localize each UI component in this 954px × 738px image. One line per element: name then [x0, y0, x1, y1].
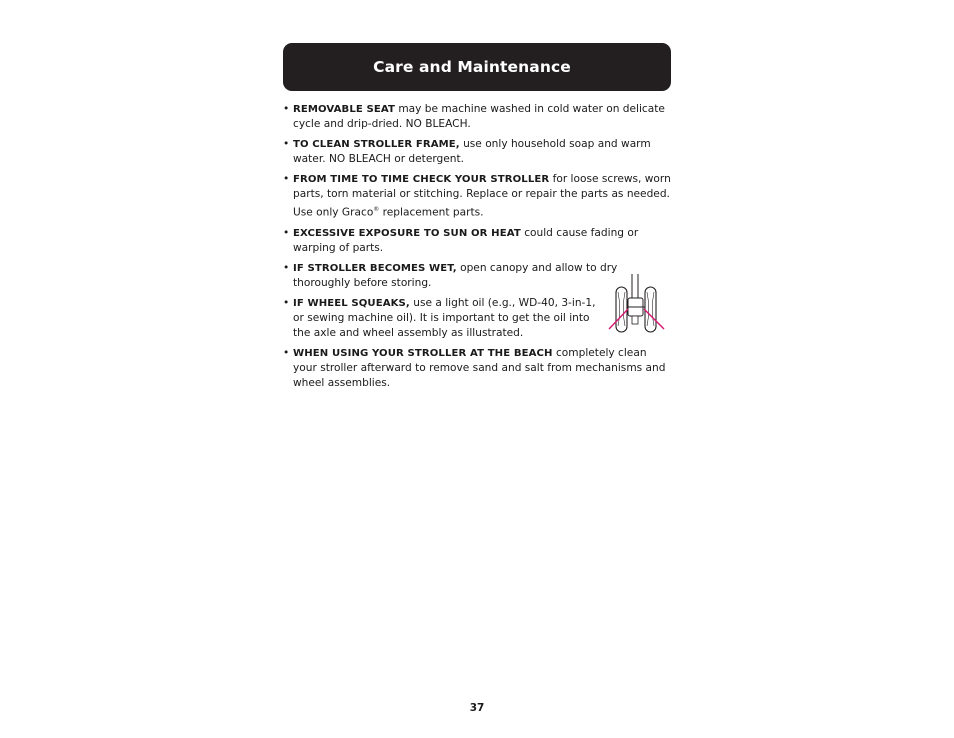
bullet-marker: • [283, 226, 290, 239]
bullet-marker: • [283, 346, 290, 359]
list-item [283, 226, 673, 256]
item-text: open canopy and allow to dry thoroughly before storing. [293, 261, 618, 289]
list-item [283, 346, 673, 391]
item-text: may be machine washed in cold water on delicate cycle and drip-dried. NO BLEACH. [293, 103, 665, 130]
item-lead: FROM TIME TO TIME CHECK YOUR STROLLER [293, 174, 550, 185]
item-lead: IF STROLLER BECOMES WET, [293, 262, 457, 274]
item-lead: WHEN USING YOUR STROLLER AT THE BEACH [293, 347, 553, 359]
item-lead: IF WHEEL SQUEAKS, [293, 297, 410, 309]
item-text: use a light oil (e.g., WD-40, 3-in-1, or sewing machine oil). It is important to get the oil into the axle and wheel assembly as illustrated. [293, 296, 596, 339]
bullet-marker: • [283, 296, 290, 309]
page-number: 37 [469, 702, 485, 714]
item-lead: REMOVABLE SEAT [293, 104, 395, 115]
registered-mark: ® [373, 206, 380, 213]
list-item [283, 137, 673, 167]
bullet-marker: • [283, 103, 290, 115]
page-title: Care and Maintenance [373, 58, 571, 76]
list-item [283, 102, 673, 132]
item-text: completely clean your stroller afterward to remove sand and salt from mechanisms and wheel assemblies. [293, 346, 666, 389]
item-text: could cause fading or warping of parts. [293, 226, 639, 254]
bullet-marker: • [283, 261, 290, 274]
item-lead: EXCESSIVE EXPOSURE TO SUN OR HEAT [293, 227, 521, 239]
item-lead: TO CLEAN STROLLER FRAME, [293, 139, 460, 150]
list-item [283, 172, 673, 221]
bullet-marker: • [283, 173, 290, 185]
bullet-marker: • [283, 138, 290, 150]
wheel-assembly-illustration-icon [607, 274, 667, 334]
item-text: use only household soap and warm water. NO BLEACH or detergent. [293, 138, 651, 165]
item-text: for loose screws, worn parts, torn material or stitching. Replace or repair the parts as needed. Use only Graco [293, 173, 671, 219]
item-text-after: replacement parts. [379, 206, 484, 219]
maintenance-list [283, 102, 673, 396]
section-header [283, 43, 671, 91]
